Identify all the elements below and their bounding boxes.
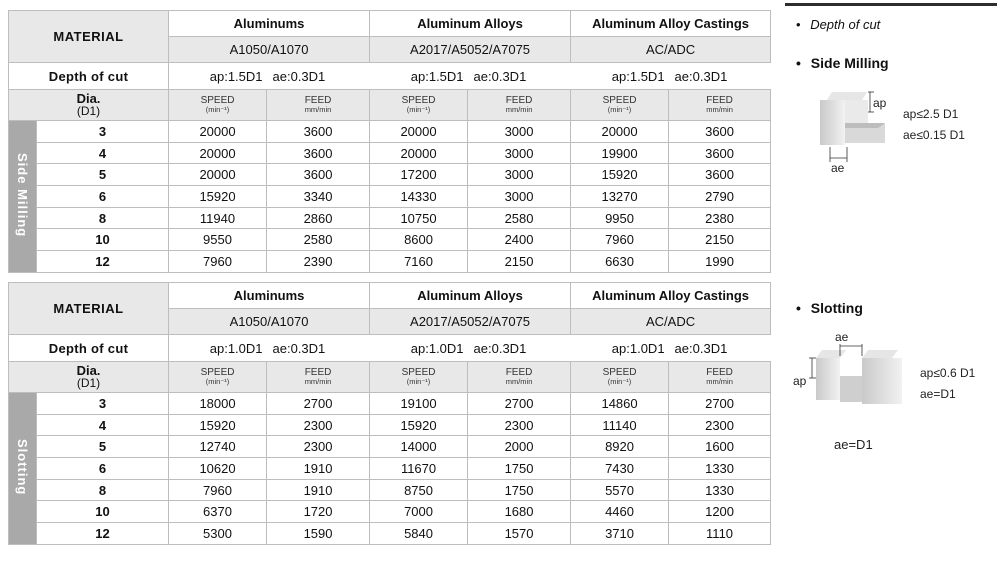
speed-cell: 7960 — [169, 251, 267, 273]
ap-value: ap:1.0D1 — [370, 335, 468, 362]
slotting-diagram — [808, 336, 913, 416]
alloy-codes-aluminums: A1050/A1070 — [169, 37, 370, 63]
feed-cell: 2580 — [468, 207, 571, 229]
feed-cell: 2700 — [468, 393, 571, 415]
bullet-icon: • — [796, 300, 801, 316]
feed-cell: 2580 — [267, 229, 370, 251]
feed-cell: 2860 — [267, 207, 370, 229]
feed-label: FEED — [706, 95, 733, 106]
feed-unit: mm/min — [706, 105, 733, 114]
speed-cell: 6630 — [571, 251, 669, 273]
feed-header — [267, 90, 370, 121]
feed-header — [267, 362, 370, 393]
feed-cell: 1570 — [468, 523, 571, 545]
side-milling-title — [796, 55, 889, 71]
feed-cell: 1330 — [669, 479, 771, 501]
ae-value: ae:0.3D1 — [267, 335, 370, 362]
speed-cell: 20000 — [370, 121, 468, 143]
ae-value: ae:0.3D1 — [468, 63, 571, 90]
ap-value: ap:1.5D1 — [370, 63, 468, 90]
bullet-icon: • — [796, 17, 801, 32]
ap-value: ap:1.0D1 — [169, 335, 267, 362]
diameter-cell: 10 — [37, 229, 169, 251]
speed-cell: 11670 — [370, 458, 468, 480]
slotting-table — [8, 282, 771, 545]
table-row — [9, 436, 771, 458]
feed-cell: 1910 — [267, 479, 370, 501]
group-aluminums: Aluminums — [169, 283, 370, 309]
alloy-codes-castings: AC/ADC — [571, 37, 771, 63]
speed-cell: 20000 — [169, 121, 267, 143]
speed-cell: 7960 — [169, 479, 267, 501]
speed-cell: 8600 — [370, 229, 468, 251]
speed-cell: 19100 — [370, 393, 468, 415]
table-row — [9, 458, 771, 480]
side-milling-ae-label: ae — [831, 161, 845, 175]
operation-side-label-text: Side Milling — [15, 152, 30, 238]
speed-cell: 7160 — [370, 251, 468, 273]
feed-cell: 2380 — [669, 207, 771, 229]
feed-label: FEED — [505, 95, 533, 106]
feed-cell: 2700 — [669, 393, 771, 415]
speed-cell: 14000 — [370, 436, 468, 458]
depth-of-cut-label: Depth of cut — [9, 335, 169, 362]
speed-label: SPEED — [602, 95, 637, 106]
speed-cell: 10750 — [370, 207, 468, 229]
dia-header — [9, 90, 169, 121]
table-row — [9, 414, 771, 436]
speed-cell: 3710 — [571, 523, 669, 545]
feed-cell: 3600 — [669, 142, 771, 164]
feed-label: FEED — [706, 367, 733, 378]
speed-unit: (min⁻¹) — [205, 105, 230, 114]
feed-cell: 1910 — [267, 458, 370, 480]
feed-cell: 1330 — [669, 458, 771, 480]
speed-cell: 11940 — [169, 207, 267, 229]
ae-value: ae:0.3D1 — [669, 63, 771, 90]
feed-cell: 2150 — [669, 229, 771, 251]
feed-cell: 3000 — [468, 121, 571, 143]
material-header: MATERIAL — [9, 11, 169, 63]
feed-cell: 1590 — [267, 523, 370, 545]
speed-cell: 20000 — [169, 164, 267, 186]
group-aluminums: Aluminums — [169, 11, 370, 37]
feed-cell: 2300 — [267, 414, 370, 436]
slot-right-block — [862, 358, 902, 404]
speed-label: SPEED — [401, 95, 436, 106]
dia-label: Dia. — [76, 91, 101, 106]
feed-label: FEED — [304, 367, 332, 378]
speed-cell: 15920 — [169, 186, 267, 208]
slotting-caption: ae=D1 — [834, 437, 873, 452]
dia-header — [9, 362, 169, 393]
feed-cell: 2400 — [468, 229, 571, 251]
feed-cell: 2150 — [468, 251, 571, 273]
feed-cell: 3600 — [267, 142, 370, 164]
speed-header — [169, 90, 267, 121]
speed-unit: (min⁻¹) — [607, 105, 632, 114]
speed-unit: (min⁻¹) — [205, 377, 230, 386]
speed-unit: (min⁻¹) — [607, 377, 632, 386]
speed-cell: 10620 — [169, 458, 267, 480]
feed-unit: mm/min — [505, 105, 533, 114]
table-row — [9, 501, 771, 523]
slot-left-block — [816, 358, 840, 400]
speed-cell: 6370 — [169, 501, 267, 523]
speed-cell: 8920 — [571, 436, 669, 458]
feed-unit: mm/min — [505, 377, 533, 386]
speed-unit: (min⁻¹) — [406, 105, 431, 114]
alloy-codes-castings: AC/ADC — [571, 309, 771, 335]
block-left-face — [820, 100, 845, 145]
table-row — [9, 164, 771, 186]
feed-cell: 3000 — [468, 186, 571, 208]
slotting-ae-label: ae — [835, 330, 849, 344]
feed-cell: 2300 — [468, 414, 571, 436]
speed-label: SPEED — [200, 367, 235, 378]
group-aluminum-alloys: Aluminum Alloys — [370, 11, 571, 37]
diameter-cell: 10 — [37, 501, 169, 523]
speed-cell: 7000 — [370, 501, 468, 523]
diameter-cell: 6 — [37, 186, 169, 208]
table-row — [9, 229, 771, 251]
speed-header — [169, 362, 267, 393]
diameter-cell: 6 — [37, 458, 169, 480]
table-row — [9, 251, 771, 273]
operation-side-label — [9, 393, 37, 545]
speed-cell: 20000 — [571, 121, 669, 143]
slotting-title-text: Slotting — [810, 300, 863, 316]
feed-cell: 2300 — [267, 436, 370, 458]
diameter-cell: 12 — [37, 251, 169, 273]
speed-header — [370, 90, 468, 121]
feed-cell: 1680 — [468, 501, 571, 523]
table-row — [9, 523, 771, 545]
ae-value: ae:0.3D1 — [267, 63, 370, 90]
material-header: MATERIAL — [9, 283, 169, 335]
diameter-cell: 12 — [37, 523, 169, 545]
speed-cell: 11140 — [571, 414, 669, 436]
depth-of-cut-note-text: Depth of cut — [810, 17, 881, 32]
speed-label: SPEED — [200, 95, 235, 106]
block-step-face — [845, 100, 868, 123]
block-top — [827, 92, 867, 100]
feed-header — [669, 90, 771, 121]
diameter-cell: 3 — [37, 121, 169, 143]
speed-unit: (min⁻¹) — [406, 377, 431, 386]
side-milling-ap-label: ap — [873, 96, 887, 110]
slotting-title — [796, 300, 863, 316]
speed-cell: 20000 — [169, 142, 267, 164]
speed-cell: 5300 — [169, 523, 267, 545]
speed-header — [370, 362, 468, 393]
feed-cell: 3600 — [669, 121, 771, 143]
feed-header — [468, 362, 571, 393]
feed-cell: 3000 — [468, 142, 571, 164]
ap-value: ap:1.5D1 — [169, 63, 267, 90]
slotting-ap-spec: ap≤0.6 D1 — [920, 366, 976, 380]
speed-header — [571, 362, 669, 393]
speed-cell: 18000 — [169, 393, 267, 415]
slot-right-top — [862, 350, 898, 358]
slotting-ae-spec: ae=D1 — [920, 387, 956, 401]
feed-cell: 3600 — [669, 164, 771, 186]
operation-side-label-text: Slotting — [15, 438, 30, 496]
depth-of-cut-note — [796, 17, 880, 32]
side-milling-ap-spec: ap≤2.5 D1 — [903, 107, 959, 121]
feed-header — [468, 90, 571, 121]
feed-cell: 2790 — [669, 186, 771, 208]
speed-cell: 19900 — [571, 142, 669, 164]
speed-cell: 7960 — [571, 229, 669, 251]
feed-unit: mm/min — [706, 377, 733, 386]
speed-header — [571, 90, 669, 121]
diameter-cell: 3 — [37, 393, 169, 415]
speed-cell: 14330 — [370, 186, 468, 208]
dia-unit: (D1) — [76, 376, 101, 390]
table-row — [9, 142, 771, 164]
feed-cell: 2390 — [267, 251, 370, 273]
table-row — [9, 186, 771, 208]
feed-unit: mm/min — [304, 105, 332, 114]
speed-cell: 20000 — [370, 142, 468, 164]
speed-cell: 14860 — [571, 393, 669, 415]
dia-label: Dia. — [76, 363, 101, 378]
feed-label: FEED — [304, 95, 332, 106]
feed-cell: 2700 — [267, 393, 370, 415]
slotting-ap-label: ap — [793, 374, 807, 388]
speed-cell: 12740 — [169, 436, 267, 458]
speed-cell: 13270 — [571, 186, 669, 208]
speed-cell: 9550 — [169, 229, 267, 251]
slot-left-top — [816, 350, 846, 358]
operation-side-label — [9, 121, 37, 273]
feed-cell: 1600 — [669, 436, 771, 458]
speed-label: SPEED — [401, 367, 436, 378]
speed-cell: 17200 — [370, 164, 468, 186]
diameter-cell: 5 — [37, 436, 169, 458]
feed-cell: 1200 — [669, 501, 771, 523]
top-rule — [785, 3, 997, 6]
dia-unit: (D1) — [76, 104, 101, 118]
feed-cell: 1750 — [468, 479, 571, 501]
feed-cell: 3600 — [267, 164, 370, 186]
side-milling-title-text: Side Milling — [810, 55, 889, 71]
table-row — [9, 393, 771, 415]
speed-label: SPEED — [602, 367, 637, 378]
diameter-cell: 4 — [37, 142, 169, 164]
group-aluminum-alloy-castings: Aluminum Alloy Castings — [571, 11, 771, 37]
speed-cell: 15920 — [370, 414, 468, 436]
alloy-codes-aluminums: A1050/A1070 — [169, 309, 370, 335]
speed-cell: 8750 — [370, 479, 468, 501]
feed-cell: 1990 — [669, 251, 771, 273]
table-row — [9, 479, 771, 501]
group-aluminum-alloy-castings: Aluminum Alloy Castings — [571, 283, 771, 309]
speed-cell: 9950 — [571, 207, 669, 229]
diameter-cell: 5 — [37, 164, 169, 186]
feed-cell: 3000 — [468, 164, 571, 186]
ae-value: ae:0.3D1 — [468, 335, 571, 362]
feed-label: FEED — [505, 367, 533, 378]
side-milling-table — [8, 10, 771, 273]
alloy-codes-aluminum-alloys: A2017/A5052/A7075 — [370, 37, 571, 63]
feed-cell: 1720 — [267, 501, 370, 523]
feed-cell: 3340 — [267, 186, 370, 208]
side-milling-ae-spec: ae≤0.15 D1 — [903, 128, 965, 142]
speed-cell: 4460 — [571, 501, 669, 523]
ap-value: ap:1.5D1 — [571, 63, 669, 90]
feed-unit: mm/min — [304, 377, 332, 386]
group-aluminum-alloys: Aluminum Alloys — [370, 283, 571, 309]
feed-header — [669, 362, 771, 393]
ap-value: ap:1.0D1 — [571, 335, 669, 362]
ae-value: ae:0.3D1 — [669, 335, 771, 362]
speed-cell: 15920 — [169, 414, 267, 436]
table-row — [9, 207, 771, 229]
feed-cell: 2000 — [468, 436, 571, 458]
diameter-cell: 8 — [37, 207, 169, 229]
feed-cell: 3600 — [267, 121, 370, 143]
feed-cell: 1110 — [669, 523, 771, 545]
speed-cell: 7430 — [571, 458, 669, 480]
table-row — [9, 121, 771, 143]
speed-cell: 5840 — [370, 523, 468, 545]
speed-cell: 15920 — [571, 164, 669, 186]
block-ledge — [845, 123, 885, 128]
feed-cell: 1750 — [468, 458, 571, 480]
bullet-icon: • — [796, 55, 801, 71]
diameter-cell: 8 — [37, 479, 169, 501]
speed-cell: 5570 — [571, 479, 669, 501]
alloy-codes-aluminum-alloys: A2017/A5052/A7075 — [370, 309, 571, 335]
feed-cell: 2300 — [669, 414, 771, 436]
diameter-cell: 4 — [37, 414, 169, 436]
depth-of-cut-label: Depth of cut — [9, 63, 169, 90]
